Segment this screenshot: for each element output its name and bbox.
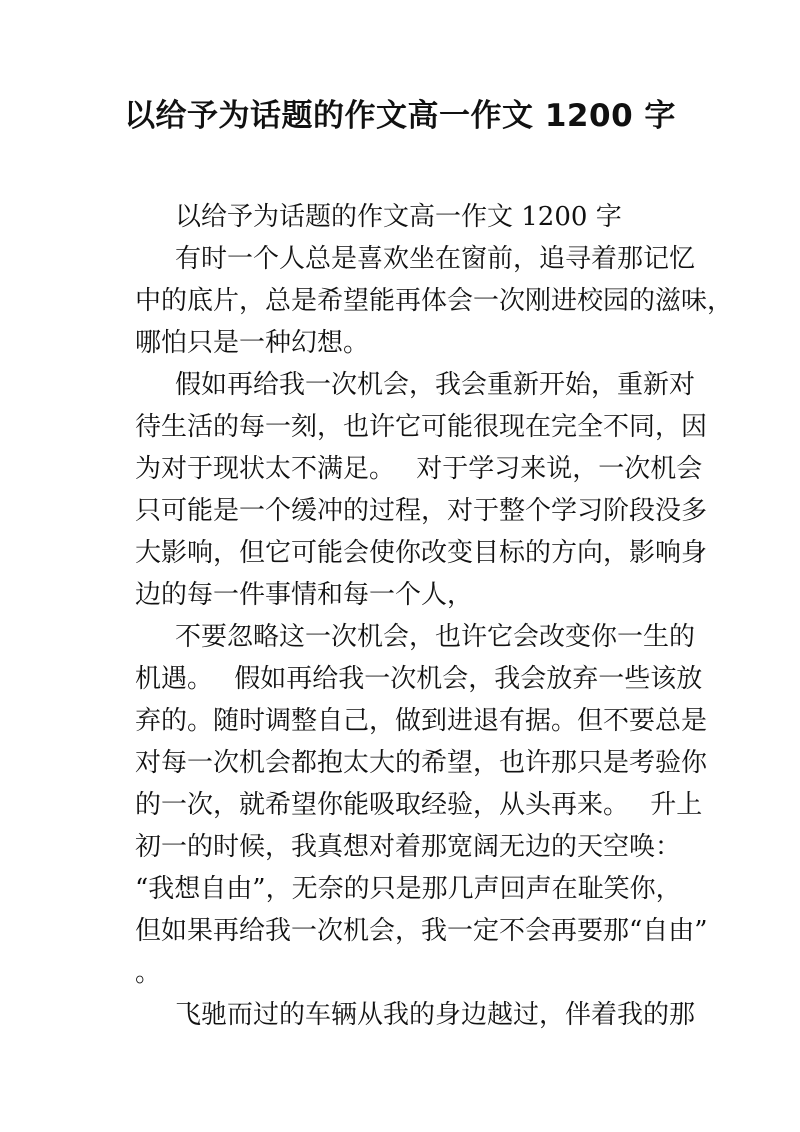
line-text: 以给予为话题的作文高一作文 1200 字 [175, 202, 622, 232]
line-text: 初一的时候，我真想对着那宽阔无边的天空唤： [135, 832, 682, 862]
text-line [135, 532, 708, 574]
text-line [135, 574, 675, 616]
line-text: 但如果再给我一次机会，我一定不会再要那“自由” [135, 916, 708, 946]
text-line [135, 742, 708, 784]
text-line [135, 658, 703, 700]
line-text: 。 [135, 958, 162, 988]
line-text: 中的底片，总是希望能再体会一次刚进校园的滋味， [135, 286, 734, 316]
line-text: 哪怕只是一种幻想。 [135, 328, 370, 358]
text-line [135, 952, 675, 994]
line-text: “我想自由”，无奈的只是那几声回声在耻笑你， [135, 874, 682, 904]
text-line [135, 784, 703, 826]
line-text: 假如再给我一次机会，我会重新开始，重新对 [175, 370, 696, 400]
text-line [135, 910, 708, 952]
text-line [135, 994, 696, 1036]
text-line [135, 616, 696, 658]
line-text: 有时一个人总是喜欢坐在窗前，追寻着那记忆 [175, 244, 696, 274]
text-line [135, 448, 703, 490]
text-line [135, 238, 696, 280]
text-line [135, 322, 675, 364]
line-text: 大影响，但它可能会使你改变目标的方向，影响身 [135, 538, 708, 568]
text-line [135, 700, 708, 742]
text-line [135, 196, 675, 238]
text-line [135, 826, 682, 868]
document-title: 以给予为话题的作文高一作文 1200 字 [124, 98, 676, 134]
text-line [135, 868, 682, 910]
line-text: 对每一次机会都抱太大的希望，也许那只是考验你 [135, 748, 708, 778]
line-text: 边的每一件事情和每一个人， [135, 580, 474, 610]
text-line [135, 406, 708, 448]
line-text: 机遇。 假如再给我一次机会，我会放弃一些该放 [135, 664, 703, 694]
text-line [135, 490, 708, 532]
line-text: 的一次，就希望你能吸取经验，从头再来。 升上 [135, 790, 703, 820]
line-text: 不要忽略这一次机会，也许它会改变你一生的 [175, 622, 696, 652]
line-text: 只可能是一个缓冲的过程，对于整个学习阶段没多 [135, 496, 708, 526]
line-text: 飞驰而过的车辆从我的身边越过，伴着我的那 [175, 1000, 696, 1030]
line-text: 为对于现状太不满足。 对于学习来说，一次机会 [135, 454, 703, 484]
text-line [135, 280, 734, 322]
document-body [135, 196, 734, 1036]
line-text: 弃的。随时调整自己，做到进退有据。但不要总是 [135, 706, 708, 736]
line-text: 待生活的每一刻，也许它可能很现在完全不同，因 [135, 412, 708, 442]
text-line [135, 364, 696, 406]
